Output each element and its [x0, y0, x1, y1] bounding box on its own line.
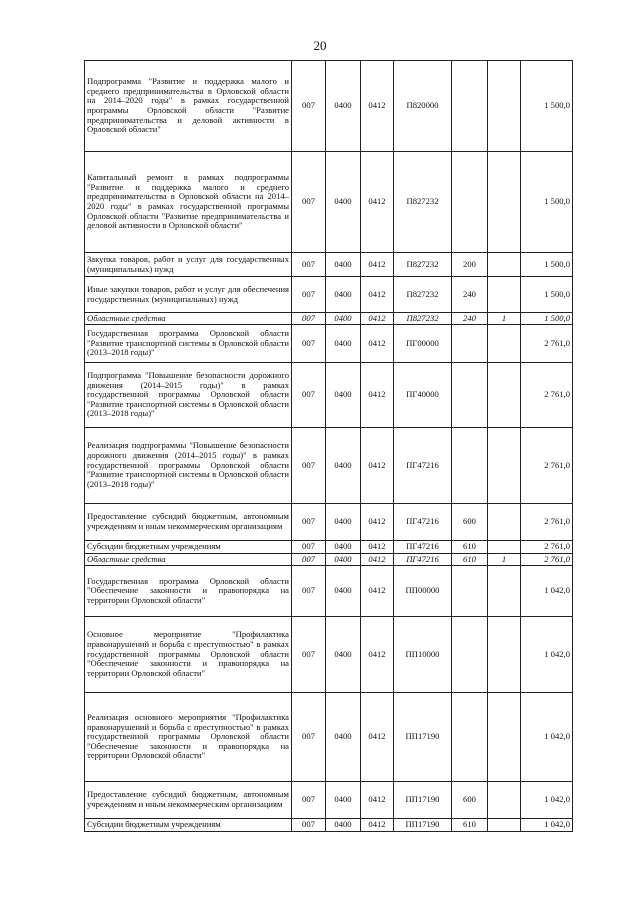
expense-type-code: 610 — [452, 554, 488, 566]
expense-type-code: 610 — [452, 541, 488, 554]
section-code: 0400 — [326, 566, 361, 617]
expense-type-code: 200 — [452, 253, 488, 277]
target-article-code: ПГ47216 — [394, 504, 452, 541]
budget-table — [84, 60, 573, 832]
funding-source-code — [488, 693, 521, 782]
expense-type-code — [452, 325, 488, 363]
table-row — [85, 566, 573, 617]
target-article-code: П827232 — [394, 313, 452, 325]
target-article-code: ПГ47216 — [394, 428, 452, 504]
amount: 2 761,0 — [521, 554, 573, 566]
funding-source-code — [488, 325, 521, 363]
funding-source-code — [488, 277, 521, 313]
ministry-code: 007 — [292, 61, 326, 152]
row-name: Областные средства — [85, 313, 292, 325]
row-name: Иные закупки товаров, работ и услуг для обеспечения государственных (муниципальных) нужд — [85, 277, 292, 313]
expense-type-code — [452, 363, 488, 428]
section-code: 0400 — [326, 313, 361, 325]
ministry-code: 007 — [292, 363, 326, 428]
section-code: 0400 — [326, 428, 361, 504]
row-name: Предоставление субсидий бюджетным, автономным учреждениям и иным некоммерческим организациям — [85, 504, 292, 541]
funding-source-code — [488, 566, 521, 617]
table-row — [85, 61, 573, 152]
target-article-code: ПП17190 — [394, 819, 452, 832]
expense-type-code: 600 — [452, 504, 488, 541]
section-code: 0400 — [326, 541, 361, 554]
table-row — [85, 819, 573, 832]
amount: 1 500,0 — [521, 253, 573, 277]
target-article-code: П827232 — [394, 152, 452, 253]
expense-type-code — [452, 617, 488, 693]
row-name: Реализация подпрограммы "Повышение безопасности дорожного движения (2014–2015 годы)" в рамках государственной программы Орловской области "Развитие транспортной системы в Орловской области (2013–2018 годы)" — [85, 428, 292, 504]
section-code: 0400 — [326, 277, 361, 313]
target-article-code: ПП10000 — [394, 617, 452, 693]
section-code: 0400 — [326, 782, 361, 819]
funding-source-code — [488, 428, 521, 504]
section-code: 0400 — [326, 693, 361, 782]
row-name: Подпрограмма "Повышение безопасности дорожного движения (2014–2015 годы)" в рамках государственной программы Орловской области "Развитие транспортной системы в Орловской области (2013–2018 годы)" — [85, 363, 292, 428]
amount: 1 042,0 — [521, 782, 573, 819]
expense-type-code — [452, 152, 488, 253]
row-name: Реализация основного мероприятия "Профилактика правонарушений и борьба с преступностью" в рамках государственной программы Орловской области "Обеспечение законности и правопорядка на территории Орловской области" — [85, 693, 292, 782]
target-article-code: П820000 — [394, 61, 452, 152]
table-row — [85, 152, 573, 253]
section-code: 0400 — [326, 554, 361, 566]
amount: 1 042,0 — [521, 693, 573, 782]
expense-type-code — [452, 428, 488, 504]
row-name: Государственная программа Орловской области "Развитие транспортной системы в Орловской области (2013–2018 годы)" — [85, 325, 292, 363]
table-row — [85, 428, 573, 504]
amount: 2 761,0 — [521, 363, 573, 428]
section-code: 0400 — [326, 61, 361, 152]
target-article-code: П827232 — [394, 277, 452, 313]
row-name: Государственная программа Орловской области "Обеспечение законности и правопорядка на территории Орловской области" — [85, 566, 292, 617]
funding-source-code — [488, 253, 521, 277]
funding-source-code: 1 — [488, 313, 521, 325]
ministry-code: 007 — [292, 541, 326, 554]
row-name: Подпрограмма "Развитие и поддержка малого и среднего предпринимательства в Орловской области на 2014–2020 годы" в рамках государственной программы Орловской области "Развитие предпринимательства и деловой активности в Орловской области" — [85, 61, 292, 152]
amount: 2 761,0 — [521, 428, 573, 504]
subsection-code: 0412 — [361, 428, 394, 504]
row-name: Субсидии бюджетным учреждениям — [85, 541, 292, 554]
subsection-code: 0412 — [361, 617, 394, 693]
ministry-code: 007 — [292, 504, 326, 541]
expense-type-code: 610 — [452, 819, 488, 832]
table-row — [85, 782, 573, 819]
ministry-code: 007 — [292, 152, 326, 253]
funding-source-code — [488, 819, 521, 832]
amount: 2 761,0 — [521, 541, 573, 554]
subsection-code: 0412 — [361, 363, 394, 428]
expense-type-code — [452, 693, 488, 782]
target-article-code: ПП17190 — [394, 693, 452, 782]
amount: 2 761,0 — [521, 504, 573, 541]
ministry-code: 007 — [292, 428, 326, 504]
funding-source-code — [488, 617, 521, 693]
subsection-code: 0412 — [361, 325, 394, 363]
subsection-code: 0412 — [361, 61, 394, 152]
target-article-code: ПГ47216 — [394, 541, 452, 554]
expense-type-code — [452, 566, 488, 617]
ministry-code: 007 — [292, 325, 326, 363]
funding-source-code — [488, 504, 521, 541]
target-article-code: ПГ00000 — [394, 325, 452, 363]
ministry-code: 007 — [292, 253, 326, 277]
subsection-code: 0412 — [361, 782, 394, 819]
expense-type-code: 240 — [452, 313, 488, 325]
ministry-code: 007 — [292, 554, 326, 566]
ministry-code: 007 — [292, 819, 326, 832]
ministry-code: 007 — [292, 617, 326, 693]
ministry-code: 007 — [292, 277, 326, 313]
subsection-code: 0412 — [361, 554, 394, 566]
section-code: 0400 — [326, 617, 361, 693]
table-row — [85, 554, 573, 566]
ministry-code: 007 — [292, 782, 326, 819]
row-name: Субсидии бюджетным учреждениям — [85, 819, 292, 832]
row-name: Капитальный ремонт в рамках подпрограммы "Развитие и поддержка малого и среднего предпринимательства в Орловской области на 2014–2020 годы" в рамках государственной программы Орловской области "Развитие предпринимательства и деловой активности в Орловской области" — [85, 152, 292, 253]
subsection-code: 0412 — [361, 693, 394, 782]
subsection-code: 0412 — [361, 152, 394, 253]
amount: 1 500,0 — [521, 313, 573, 325]
table-row — [85, 541, 573, 554]
ministry-code: 007 — [292, 313, 326, 325]
ministry-code: 007 — [292, 693, 326, 782]
amount: 1 042,0 — [521, 819, 573, 832]
amount: 1 500,0 — [521, 61, 573, 152]
funding-source-code — [488, 61, 521, 152]
subsection-code: 0412 — [361, 253, 394, 277]
table-row — [85, 277, 573, 313]
table-row — [85, 325, 573, 363]
row-name: Предоставление субсидий бюджетным, автономным учреждениям и иным некоммерческим организациям — [85, 782, 292, 819]
table-row — [85, 693, 573, 782]
subsection-code: 0412 — [361, 566, 394, 617]
section-code: 0400 — [326, 819, 361, 832]
subsection-code: 0412 — [361, 819, 394, 832]
page-number: 20 — [313, 38, 327, 53]
subsection-code: 0412 — [361, 313, 394, 325]
amount: 1 042,0 — [521, 566, 573, 617]
target-article-code: ПП00000 — [394, 566, 452, 617]
expense-type-code: 600 — [452, 782, 488, 819]
subsection-code: 0412 — [361, 541, 394, 554]
funding-source-code — [488, 782, 521, 819]
target-article-code: ПГ40000 — [394, 363, 452, 428]
subsection-code: 0412 — [361, 504, 394, 541]
row-name: Областные средства — [85, 554, 292, 566]
target-article-code: ПП17190 — [394, 782, 452, 819]
section-code: 0400 — [326, 152, 361, 253]
row-name: Закупка товаров, работ и услуг для государственных (муниципальных) нужд — [85, 253, 292, 277]
ministry-code: 007 — [292, 566, 326, 617]
target-article-code: ПГ47216 — [394, 554, 452, 566]
table-row — [85, 313, 573, 325]
amount: 1 042,0 — [521, 617, 573, 693]
table-row — [85, 363, 573, 428]
row-name: Основное мероприятие "Профилактика правонарушений и борьба с преступностью" в рамках государственной программы Орловской области "Обеспечение законности и правопорядка на территории Орловской области" — [85, 617, 292, 693]
expense-type-code — [452, 61, 488, 152]
target-article-code: П827232 — [394, 253, 452, 277]
funding-source-code: 1 — [488, 554, 521, 566]
funding-source-code — [488, 541, 521, 554]
section-code: 0400 — [326, 253, 361, 277]
amount: 2 761,0 — [521, 325, 573, 363]
subsection-code: 0412 — [361, 277, 394, 313]
section-code: 0400 — [326, 325, 361, 363]
table-row — [85, 504, 573, 541]
table-row — [85, 253, 573, 277]
table-row — [85, 617, 573, 693]
amount: 1 500,0 — [521, 277, 573, 313]
expense-type-code: 240 — [452, 277, 488, 313]
section-code: 0400 — [326, 504, 361, 541]
section-code: 0400 — [326, 363, 361, 428]
funding-source-code — [488, 363, 521, 428]
amount: 1 500,0 — [521, 152, 573, 253]
funding-source-code — [488, 152, 521, 253]
